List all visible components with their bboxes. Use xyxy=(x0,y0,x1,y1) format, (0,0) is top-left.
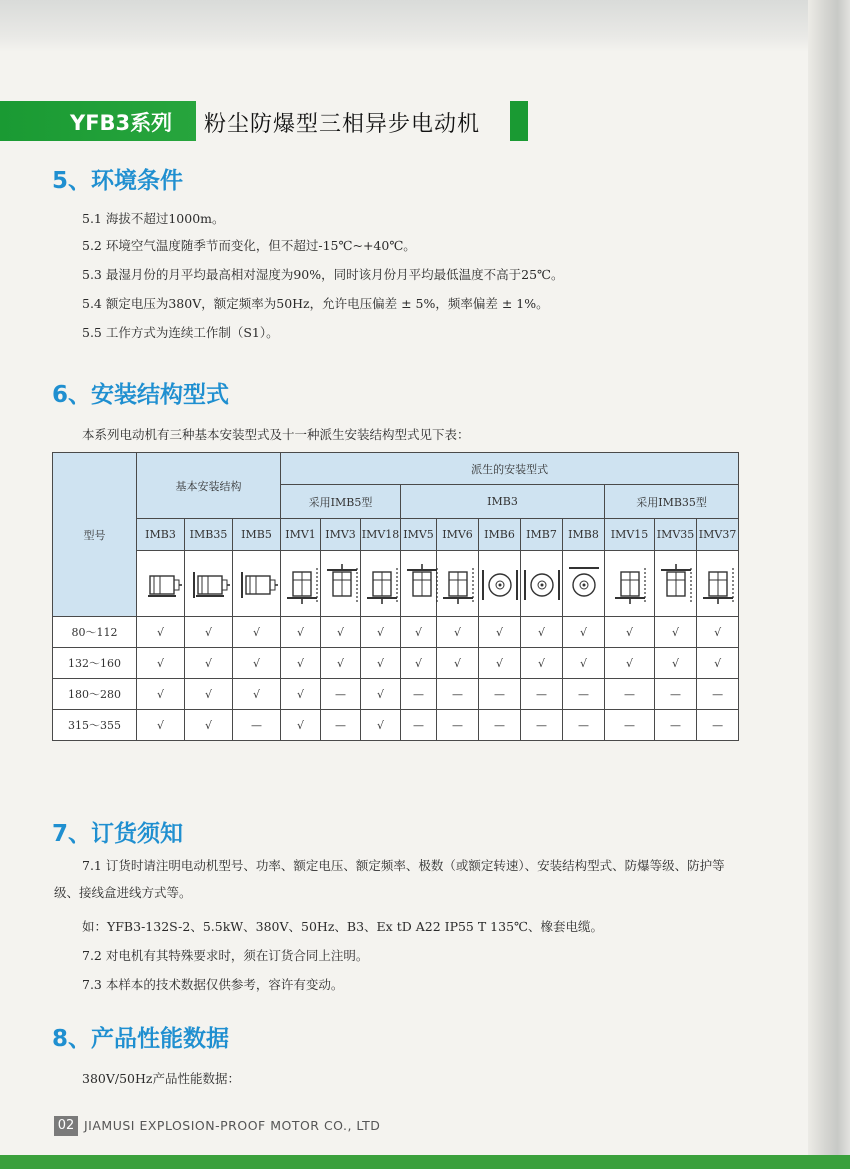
header-end-cap xyxy=(510,101,528,141)
frame-size-cell: 132～160 xyxy=(53,648,137,679)
availability-cell: √ xyxy=(605,617,655,648)
frame-size-cell: 315～355 xyxy=(53,710,137,741)
horizontal-foot-flange-motor-icon xyxy=(185,562,232,606)
type-header: IMV18 xyxy=(361,519,401,551)
section5-item: 5.4 额定电压为380V，额定频率为50Hz，允许电压偏差 ± 5%，频率偏差 ± 1%。 xyxy=(82,296,549,311)
availability-cell: √ xyxy=(655,648,697,679)
model-header: 型号 xyxy=(53,453,137,617)
vertical-foot-flange-motor-icon xyxy=(605,562,654,606)
section6-intro: 本系列电动机有三种基本安装型式及十一种派生安装结构型式见下表： xyxy=(82,427,470,442)
availability-cell: — xyxy=(605,679,655,710)
availability-cell: √ xyxy=(479,648,521,679)
type-header: IMB5 xyxy=(233,519,281,551)
horizontal-flange-motor-icon xyxy=(233,562,280,606)
table-row xyxy=(53,710,739,741)
section5-item: 5.3 最湿月份的月平均最高相对湿度为90%，同时该月份月平均最低温度不高于25℃。 xyxy=(82,267,564,282)
availability-cell: √ xyxy=(281,648,321,679)
vertical-foot-wall-up-motor-icon xyxy=(437,562,478,606)
availability-cell: √ xyxy=(185,617,233,648)
type-header: IMV15 xyxy=(605,519,655,551)
bottom-green-bar xyxy=(0,1155,850,1169)
type-header: IMB7 xyxy=(521,519,563,551)
availability-cell: √ xyxy=(281,679,321,710)
vertical-foot-wall-motor-icon xyxy=(401,562,436,606)
type-header: IMB35 xyxy=(185,519,233,551)
footer-company: JIAMUSI EXPLOSION-PROOF MOTOR CO., LTD xyxy=(84,1118,381,1133)
availability-cell: √ xyxy=(281,710,321,741)
vertical-small-flange-motor-icon xyxy=(697,562,738,606)
section8-intro: 380V/50Hz产品性能数据： xyxy=(82,1071,240,1086)
derived-header: 派生的安装型式 xyxy=(281,453,739,485)
section8-title: 8、产品性能数据 xyxy=(52,1026,230,1052)
group-imb35-header: 采用IMB35型 xyxy=(605,485,739,519)
availability-cell: √ xyxy=(137,617,185,648)
type-header: IMB8 xyxy=(563,519,605,551)
vertical-foot-flange-up-motor-icon xyxy=(655,562,696,606)
mounting-diagram-cell xyxy=(137,551,185,617)
availability-cell: √ xyxy=(185,679,233,710)
availability-cell: — xyxy=(437,679,479,710)
availability-cell: √ xyxy=(361,710,401,741)
section7-p3: 7.3 本样本的技术数据仅供参考，容许有变动。 xyxy=(82,977,344,992)
availability-cell: — xyxy=(563,679,605,710)
availability-cell: √ xyxy=(655,617,697,648)
vertical-flange-up-motor-icon xyxy=(321,562,360,606)
page-header xyxy=(0,101,530,141)
mounting-diagram-cell xyxy=(697,551,739,617)
availability-cell: √ xyxy=(137,648,185,679)
basic-header: 基本安装结构 xyxy=(137,453,281,519)
section5-item: 5.2 环境空气温度随季节而变化，但不超过-15℃~+40℃。 xyxy=(82,238,416,253)
availability-cell: √ xyxy=(321,648,361,679)
mounting-diagram-cell xyxy=(521,551,563,617)
availability-cell: — xyxy=(321,710,361,741)
availability-cell: √ xyxy=(401,648,437,679)
vertical-face-flange-motor-icon xyxy=(361,562,400,606)
mounting-diagram-cell xyxy=(233,551,281,617)
mounting-diagram-cell xyxy=(563,551,605,617)
availability-cell: √ xyxy=(563,617,605,648)
availability-cell: — xyxy=(655,710,697,741)
availability-cell: — xyxy=(563,710,605,741)
availability-cell: — xyxy=(605,710,655,741)
availability-cell: √ xyxy=(361,617,401,648)
group-imb3-header: IMB3 xyxy=(401,485,605,519)
availability-cell: √ xyxy=(605,648,655,679)
availability-cell: √ xyxy=(185,710,233,741)
availability-cell: √ xyxy=(479,617,521,648)
type-header: IMV1 xyxy=(281,519,321,551)
availability-cell: — xyxy=(479,679,521,710)
type-header: IMB6 xyxy=(479,519,521,551)
ceiling-mount-motor-icon xyxy=(563,562,604,606)
availability-cell: — xyxy=(437,710,479,741)
availability-cell: — xyxy=(697,679,739,710)
mounting-diagram-cell xyxy=(361,551,401,617)
availability-cell: √ xyxy=(361,679,401,710)
section7-p1: 7.1 订货时请注明电动机型号、功率、额定电压、额定频率、极数（或额定转速）、安装结构型式、防爆等级、防护等级、接线盒进线方式等。 xyxy=(54,858,725,900)
availability-cell: — xyxy=(233,710,281,741)
header-title: 粉尘防爆型三相异步电动机 xyxy=(204,112,481,137)
section7-example: 如：YFB3-132S-2、5.5kW、380V、50Hz、B3、Ex tD A22 IP55 T 135℃、橡套电缆。 xyxy=(82,919,604,934)
availability-cell: √ xyxy=(281,617,321,648)
type-header: IMV3 xyxy=(321,519,361,551)
mounting-diagram-cell xyxy=(321,551,361,617)
availability-cell: √ xyxy=(521,617,563,648)
header-series: YFB3系列 xyxy=(70,111,173,135)
table-row xyxy=(53,679,739,710)
section5-item: 5.1 海拔不超过1000m。 xyxy=(82,211,225,226)
availability-cell: — xyxy=(401,679,437,710)
horizontal-foot-motor-icon xyxy=(137,562,184,606)
availability-cell: √ xyxy=(437,648,479,679)
table-row xyxy=(53,617,739,648)
table-row xyxy=(53,648,739,679)
availability-cell: √ xyxy=(233,648,281,679)
section7-p2: 7.2 对电机有其特殊要求时，须在订货合同上注明。 xyxy=(82,948,369,963)
availability-cell: √ xyxy=(361,648,401,679)
frame-size-cell: 180～280 xyxy=(53,679,137,710)
group-imb5-header: 采用IMB5型 xyxy=(281,485,401,519)
availability-cell: √ xyxy=(233,679,281,710)
type-header: IMV6 xyxy=(437,519,479,551)
type-header: IMV5 xyxy=(401,519,437,551)
availability-cell: √ xyxy=(697,648,739,679)
mounting-diagram-cell xyxy=(401,551,437,617)
mounting-diagram-cell xyxy=(479,551,521,617)
frame-size-cell: 80～112 xyxy=(53,617,137,648)
mounting-diagram-cell xyxy=(605,551,655,617)
availability-cell: √ xyxy=(137,710,185,741)
availability-cell: √ xyxy=(437,617,479,648)
page-binding-edge xyxy=(808,0,850,1169)
availability-cell: — xyxy=(479,710,521,741)
mounting-table xyxy=(52,452,739,741)
availability-cell: √ xyxy=(401,617,437,648)
section7-title: 7、订货须知 xyxy=(52,821,184,847)
availability-cell: — xyxy=(697,710,739,741)
page-number: 02 xyxy=(54,1116,78,1136)
section6-title: 6、安装结构型式 xyxy=(52,382,230,408)
availability-cell: √ xyxy=(697,617,739,648)
availability-cell: — xyxy=(521,710,563,741)
availability-cell: √ xyxy=(185,648,233,679)
availability-cell: √ xyxy=(137,679,185,710)
type-header: IMB3 xyxy=(137,519,185,551)
type-header: IMV37 xyxy=(697,519,739,551)
wall-mount-motor-icon xyxy=(479,562,520,606)
mounting-diagram-cell xyxy=(655,551,697,617)
mounting-diagram-cell xyxy=(185,551,233,617)
availability-cell: √ xyxy=(521,648,563,679)
section5-title: 5、环境条件 xyxy=(52,168,184,194)
availability-cell: — xyxy=(655,679,697,710)
mounting-diagram-cell xyxy=(281,551,321,617)
availability-cell: — xyxy=(521,679,563,710)
availability-cell: √ xyxy=(563,648,605,679)
availability-cell: √ xyxy=(321,617,361,648)
availability-cell: — xyxy=(401,710,437,741)
availability-cell: √ xyxy=(233,617,281,648)
section5-item: 5.5 工作方式为连续工作制（S1）。 xyxy=(82,325,279,340)
availability-cell: — xyxy=(321,679,361,710)
page-top-shadow xyxy=(0,0,850,52)
wall-mount-side-motor-icon xyxy=(521,562,562,606)
mounting-diagram-cell xyxy=(437,551,479,617)
type-header: IMV35 xyxy=(655,519,697,551)
vertical-flange-down-motor-icon xyxy=(281,562,320,606)
